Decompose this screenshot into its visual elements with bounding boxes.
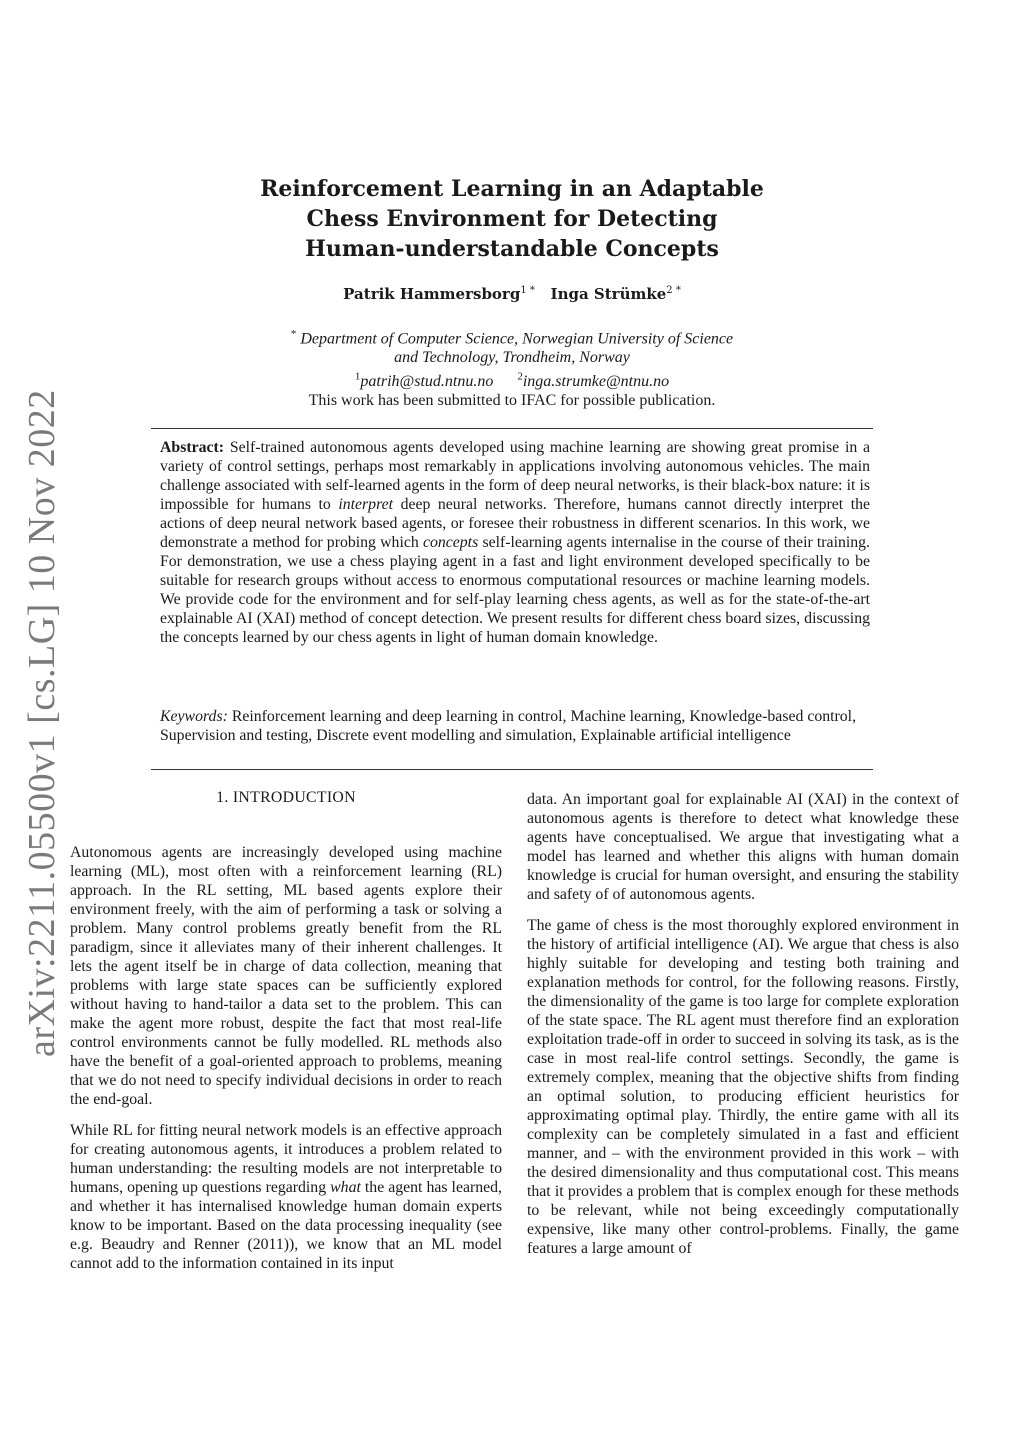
affiliation-mark: * xyxy=(290,328,297,340)
email-mark: 2 xyxy=(517,370,523,383)
affiliation-line: Department of Computer Science, Norwegian University of Science xyxy=(300,330,734,348)
author-email: patrih@stud.ntnu.no xyxy=(360,372,494,390)
abstract-emphasis: interpret xyxy=(338,496,394,513)
author-marks: 2 * xyxy=(666,285,681,296)
body-paragraph: The game of chess is the most thoroughly explored environment in the history of artificial intelligence (AI). We argue that chess is also highly suitable for developing and testing both training and explanation methods for control, for the following reasons. Firstly, the dimensionality of the game is too large for complete exploration of the state space. The RL agent must therefore find an exploration exploitation trade-off in order to succeed in solving its task, as is the case in most real-life control settings. Secondly, the game is extremely complex, meaning that the objective shifts from finding an optimal solution, to producing efficient heuristics for approximating optimal play. Thirdly, the entire game with all its complexity can be completely simulated in a fast and efficient manner, and – with the environment provided in this work – with the desired dimensionality and thus computational cost. This means that it provides a problem that is complex enough for these methods to be relevant, while not being exceedingly computationally expensive, like many other control-problems. Finally, the game features a large amount of xyxy=(527,917,959,1257)
abstract-bottom-rule xyxy=(151,769,873,770)
keywords xyxy=(160,707,870,745)
body-paragraph xyxy=(70,1121,502,1273)
abstract-text: deep neural networks. Therefore, humans cannot directly interpret the actions of deep neural network based agents, or foresee their robustness in different scenarios. In this work, we demonstrate a method for probing which xyxy=(160,496,870,551)
abstract-label: Abstract: xyxy=(160,439,225,456)
abstract-top-rule xyxy=(151,428,873,429)
author-marks: 1 * xyxy=(520,285,535,296)
paragraph-text: the agent has learned, and whether it has internalised knowledge human domain experts know to be important. Based on the data processing inequality (see e.g. Beaudry and Renner (2011)), we know that an ML model cannot add to the information contained in its input xyxy=(70,1179,502,1272)
author-name: Patrik Hammersborg xyxy=(343,285,521,303)
abstract-text: self-learning agents internalise in the course of their training. For demonstration, we use a chess playing agent in a fast and light environment developed specifically to be suitable for research groups without access to enormous computational resources or machine learning models. We provide code for the environment and for self-play learning chess agents, as well as for the state-of-the-art explainable AI (XAI) method of concept detection. We present results for different chess board sizes, discussing the concepts learned by our chess agents in light of human domain knowledge. xyxy=(160,534,870,646)
title-line: Chess Environment for Detecting xyxy=(306,206,718,232)
email-mark: 1 xyxy=(354,370,361,383)
abstract xyxy=(160,438,870,647)
affiliation-line: and Technology, Trondheim, Norway xyxy=(394,349,630,367)
paper-title xyxy=(150,174,874,264)
right-column xyxy=(527,790,959,1270)
left-column xyxy=(70,843,502,1285)
abstract-emphasis: concepts xyxy=(422,534,479,551)
author-email: inga.strumke@ntnu.no xyxy=(522,372,670,390)
submission-note: This work has been submitted to IFAC for possible publication. xyxy=(308,392,716,409)
keywords-text: Reinforcement learning and deep learning in control, Machine learning, Knowledge-based control, Supervision and testing, Discrete event modelling and simulation, Explainable artificial intelligence xyxy=(160,708,857,744)
paragraph-text: While RL for fitting neural network models is an effective approach for creating autonomous agents, it introduces a problem related to human understanding: the resulting models are not interpretable to humans, opening up questions regarding xyxy=(70,1122,502,1196)
section-heading: 1. INTRODUCTION xyxy=(216,789,356,806)
title-line: Human-understandable Concepts xyxy=(305,236,719,262)
paragraph-emphasis: what xyxy=(330,1179,361,1196)
keywords-label: Keywords: xyxy=(160,708,228,725)
author-name: Inga Strümke xyxy=(550,285,667,303)
body-paragraph: data. An important goal for explainable AI (XAI) in the context of autonomous agents is therefore to detect what knowledge these agents have conceptualised. We argue that investigating what a model has learned and whether this aligns with human domain knowledge is crucial for human oversight, and ensuring the stability and safety of of autonomous agents. xyxy=(527,791,959,903)
body-paragraph: Autonomous agents are increasingly developed using machine learning (ML), most often with a reinforcement learning (RL) approach. In the RL setting, ML based agents explore their environment freely, with the aim of performing a task or solving a problem. Many control problems greatly benefit from the RL paradigm, since it alleviates many of their inherent challenges. It lets the agent itself be in charge of data collection, meaning that problems with large state spaces can be sufficiently explored without having to hand-tailor a data set to the problem. This can make the agent more robust, despite the fact that most real-life control environments cannot be fully modelled. RL methods also have the benefit of a goal-oriented approach to problems, meaning that we do not need to specify individual decisions in order to reach the end-goal. xyxy=(70,844,502,1108)
author-list xyxy=(150,285,874,303)
title-line: Reinforcement Learning in an Adaptable xyxy=(260,176,764,202)
affiliation xyxy=(150,325,874,391)
arxiv-identifier: arXiv:2211.05500v1 [cs.LG] 10 Nov 2022 xyxy=(21,389,63,1057)
abstract-text: Self-trained autonomous agents developed using machine learning are showing great promise in a variety of control settings, perhaps most remarkably in applications involving autonomous vehicles. The main challenge associated with self-learned agents in the form of deep neural networks, is their black-box nature: it is impossible for humans to xyxy=(160,439,870,513)
